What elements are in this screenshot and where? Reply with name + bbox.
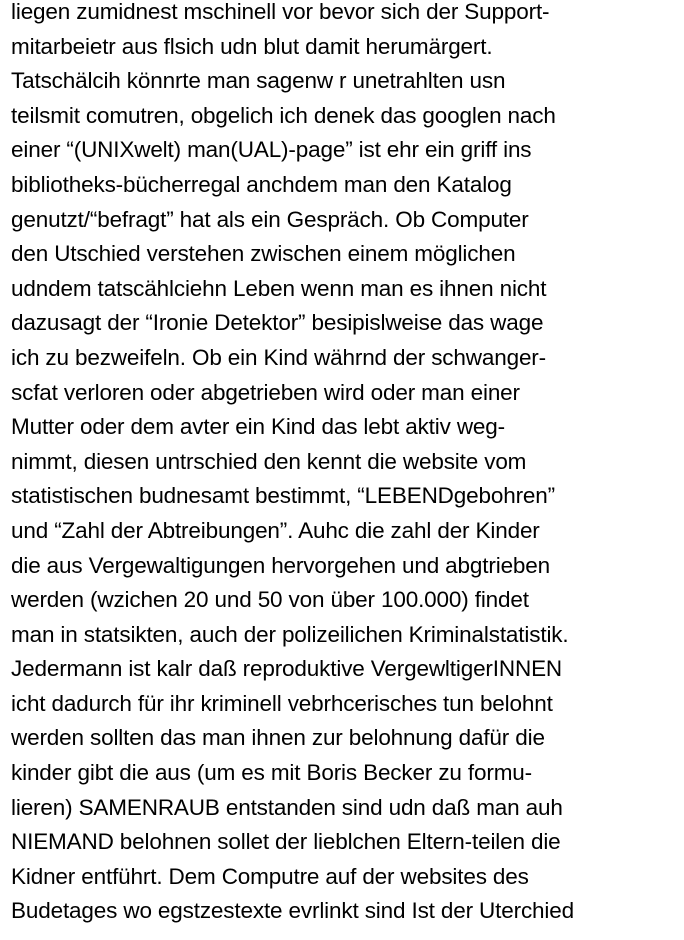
text-line: einer “(UNIXwelt) man(UAL)-page” ist ehr ein griff ins (11, 137, 532, 163)
text-line: den Utschied verstehen zwischen einem möglichen (11, 241, 516, 267)
text-line: teilsmit comutren, obgelich ich denek das googlen nach (11, 102, 556, 128)
text-line: bibliotheks-bücherregal anchdem man den Katalog (11, 171, 512, 197)
text-line: Jedermann ist kalr daß reproduktive VergewltigerINNEN (11, 656, 563, 682)
text-line: man in statsikten, auch der polizeilichen Kriminalstatistik. (11, 621, 569, 647)
text-line: NIEMAND belohnen sollet der lieblchen Eltern-teilen die (11, 829, 561, 855)
text-line: lieren) SAMENRAUB entstanden sind udn daß man auh (11, 794, 563, 820)
text-line: dazusagt der “Ironie Detektor” besipislweise das wage (11, 310, 544, 336)
text-line: Tatschälcih könnrte man sagenw r unetrahlten usn (11, 68, 506, 94)
text-line: genutzt/“befragt” hat als ein Gespräch. Ob Computer (11, 206, 529, 232)
text-line: udndem tatscählciehn Leben wenn man es ihnen nicht (11, 275, 547, 301)
text-line: kinder gibt die aus (um es mit Boris Becker zu formu- (11, 760, 532, 786)
text-line: scfat verloren oder abgetrieben wird oder man einer (11, 379, 520, 405)
text-line: liegen zumidnest mschinell vor bevor sich der Support- (11, 0, 550, 24)
text-line: die aus Vergewaltigungen hervorgehen und abgtrieben (11, 552, 551, 578)
text-line: Budetages wo egstzestexte evrlinkt sind Ist der Uterchied (11, 898, 574, 924)
text-line: statistischen budnesamt bestimmt, “LEBENDgebohren” (11, 483, 556, 509)
text-line: icht dadurch für ihr kriminell vebrhcerisches tun belohnt (11, 690, 553, 716)
text-line: Kidner entführt. Dem Computre auf der websites des (11, 863, 529, 889)
text-line: Mutter oder dem avter ein Kind das lebt aktiv weg- (11, 414, 505, 440)
text-line: mitarbeietr aus flsich udn blut damit herumärgert. (11, 33, 493, 59)
text-line: und “Zahl der Abtreibungen”. Auhc die zahl der Kinder (11, 517, 540, 543)
text-line: nimmt, diesen untrschied den kennt die website vom (11, 448, 527, 474)
body-text (11, 0, 679, 929)
text-line: ich zu bezweifeln. Ob ein Kind währnd der schwanger- (11, 344, 546, 370)
text-line: werden (wzichen 20 und 50 von über 100.000) findet (11, 587, 529, 613)
text-line: werden sollten das man ihnen zur belohnung dafür die (11, 725, 545, 751)
